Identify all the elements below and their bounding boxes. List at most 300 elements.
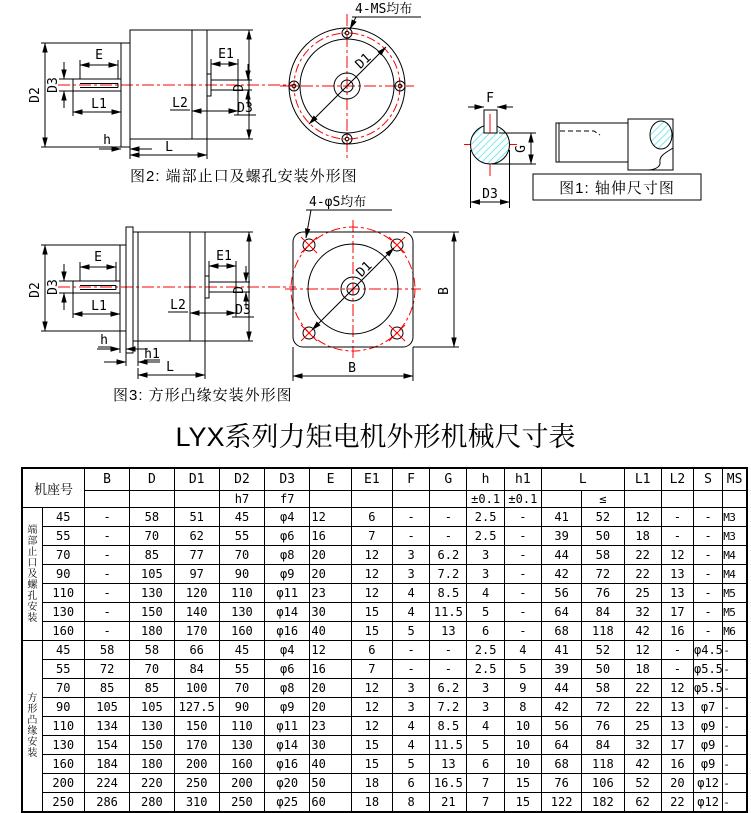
col-header-h1: h1 [504,468,541,491]
cell: 160 [219,755,264,774]
cell: 2.5 [467,527,504,546]
col-header-l2: L2 [661,468,693,491]
cell: 4 [392,736,429,755]
cell: 2.5 [467,660,504,679]
cell: φ4 [265,641,310,660]
cell: 170 [174,736,219,755]
cell: 64 [541,736,581,755]
frame-size: 45 [42,508,84,527]
table-row [22,565,747,584]
page-title: LYX系列力矩电机外形机械尺寸表 [175,422,576,452]
cell: - [392,641,429,660]
fig3-bolt-label: 4-φS均布 [309,195,367,210]
frame-size: 70 [42,546,84,565]
cell: 39 [541,527,581,546]
cell: 4 [467,584,504,603]
cell: 15 [351,622,392,641]
sub-header [130,491,174,508]
dimension-table [21,467,748,813]
cell: 15 [504,793,541,813]
cell: 6 [467,622,504,641]
dim-label-l1: L1 [91,97,107,112]
cell: 12 [624,641,661,660]
cell: - [694,565,723,584]
dim-label-e-f3: E [94,250,102,265]
dim-label-d-f3: D [232,286,247,294]
cell: 5 [504,660,541,679]
cell: M4 [723,565,747,584]
cell: φ25 [265,793,310,813]
cell: 76 [582,584,624,603]
cell: 52 [582,508,624,527]
cell: 11.5 [430,736,467,755]
col-header-b: B [84,468,129,491]
cell: 72 [582,565,624,584]
cell: - [504,508,541,527]
cell: 20 [310,679,351,698]
cell: 7.2 [430,565,467,584]
cell: 66 [174,641,219,660]
cell: 45 [219,508,264,527]
dim-label-h: h [103,133,111,148]
cell: 3 [467,546,504,565]
col-header-d2: D2 [219,468,264,491]
cell: 17 [661,736,693,755]
cell: 8 [504,698,541,717]
sub-header [661,491,693,508]
cell: - [430,527,467,546]
cell: 13 [661,584,693,603]
cell: 12 [351,717,392,736]
cell: 58 [582,546,624,565]
table-row [22,717,747,736]
cell: 16 [310,527,351,546]
table-row [22,698,747,717]
frame-size: 250 [42,793,84,813]
cell: 130 [219,603,264,622]
cell: 224 [84,774,129,793]
cell: 60 [310,793,351,813]
dim-label-d2: D2 [28,87,43,103]
dim-label-d2-f3: D2 [28,282,43,298]
col-header-d1: D1 [174,468,219,491]
cell: 16 [310,660,351,679]
cell: 18 [351,793,392,813]
cell: 6 [351,641,392,660]
table-row [22,660,747,679]
cell: 12 [351,546,392,565]
cell: 182 [582,793,624,813]
fig2-front-view [280,2,421,158]
cell: 7 [467,793,504,813]
cell: φ20 [265,774,310,793]
cell: 250 [219,793,264,813]
cell: 17 [661,603,693,622]
cell: - [723,698,747,717]
cell: 180 [130,755,174,774]
cell: 180 [130,622,174,641]
cell: 32 [624,736,661,755]
cell: 4 [392,603,429,622]
cell: - [723,660,747,679]
cell: - [661,527,693,546]
cell: 4 [392,717,429,736]
cell: 44 [541,546,581,565]
group-label-0: 端 部 止 口 及 螺 孔 安 装 [22,508,42,641]
cell: 16.5 [430,774,467,793]
cell: 6.2 [430,546,467,565]
cell: 150 [130,603,174,622]
cell: 30 [310,603,351,622]
cell: 10 [504,717,541,736]
cell: 130 [219,736,264,755]
frame-size: 200 [42,774,84,793]
cell: 4 [392,584,429,603]
corner-header: 机座号 [22,468,84,508]
cell: 55 [219,527,264,546]
cell: φ12 [694,774,723,793]
cell: φ14 [265,603,310,622]
cell: φ8 [265,679,310,698]
sub-header [541,491,581,508]
cell: 15 [351,603,392,622]
col-header-d: D [130,468,174,491]
sub-header: ±0.1 [504,491,541,508]
dim-label-g: G [514,145,529,153]
cell: 51 [174,508,219,527]
cell: 150 [174,717,219,736]
cell: φ8 [265,546,310,565]
col-header-e: E [310,468,351,491]
cell: 140 [174,603,219,622]
cell: 30 [310,736,351,755]
cell: - [84,546,129,565]
cell: 15 [504,774,541,793]
cell: 7.2 [430,698,467,717]
cell: 13 [661,698,693,717]
cell: 70 [130,527,174,546]
dim-label-l: L [165,140,173,155]
cell: 3 [392,546,429,565]
cell: - [694,603,723,622]
cell: - [504,603,541,622]
cell: - [661,660,693,679]
cell: 76 [582,717,624,736]
cell: 6 [392,774,429,793]
dim-label-e1: E1 [218,47,234,62]
frame-size: 110 [42,717,84,736]
sub-header [430,491,467,508]
cell: - [504,584,541,603]
cell: 3 [467,565,504,584]
cell: - [392,527,429,546]
dim-label-d3-section: D3 [482,187,498,202]
dim-label-e: E [95,48,103,63]
cell: 3 [392,565,429,584]
cell: 12 [624,508,661,527]
cell: 50 [310,774,351,793]
cell: 22 [624,565,661,584]
table-row [22,755,747,774]
cell: 62 [624,793,661,813]
cell: 13 [430,622,467,641]
cell: 12 [310,641,351,660]
cell: 9 [504,679,541,698]
cell: 25 [624,584,661,603]
group-label-1: 方 形 凸 缘 安 装 [22,641,42,813]
cell: 62 [174,527,219,546]
frame-size: 70 [42,679,84,698]
cell: - [694,546,723,565]
col-header-e1: E1 [351,468,392,491]
cell: φ5.5 [694,660,723,679]
sub-header [624,491,661,508]
dim-label-d3-right: D3 [237,101,253,116]
cell: 7 [467,774,504,793]
cell: - [430,641,467,660]
sub-header [351,491,392,508]
cell: 110 [219,717,264,736]
cell: - [661,641,693,660]
cell: M3 [723,508,747,527]
cell: 84 [582,603,624,622]
cell: φ7 [694,698,723,717]
cell: φ16 [265,622,310,641]
sub-header [694,491,723,508]
cell: 41 [541,641,581,660]
frame-size: 90 [42,565,84,584]
cell: 22 [624,546,661,565]
cell: 68 [541,622,581,641]
cell: 3 [467,679,504,698]
dim-label-l1-f3: L1 [91,299,107,314]
cell: 23 [310,584,351,603]
cell: 5 [467,736,504,755]
cell: 11.5 [430,603,467,622]
cell: 2.5 [467,508,504,527]
cell: 6 [467,755,504,774]
cell: - [84,508,129,527]
cell: 7 [351,660,392,679]
cell: 3 [392,679,429,698]
table-row [22,584,747,603]
cell: 184 [84,755,129,774]
cell: 23 [310,717,351,736]
cell: 130 [130,717,174,736]
col-header-s: S [694,468,723,491]
cell: - [723,641,747,660]
cell: 122 [541,793,581,813]
fig1-shaft-drawing [464,91,701,208]
table-row [22,679,747,698]
cell: M5 [723,584,747,603]
cell: 41 [541,508,581,527]
cell: 100 [174,679,219,698]
cell: 13 [430,755,467,774]
cell: 72 [84,660,129,679]
cell: - [694,527,723,546]
cell: φ14 [265,736,310,755]
cell: 127.5 [174,698,219,717]
frame-size: 45 [42,641,84,660]
cell: 280 [130,793,174,813]
cell: 8.5 [430,717,467,736]
cell: 6.2 [430,679,467,698]
cell: 40 [310,755,351,774]
cell: 42 [541,565,581,584]
cell: - [430,508,467,527]
frame-size: 110 [42,584,84,603]
sub-header [84,491,129,508]
table-row [22,508,747,527]
cell: - [504,527,541,546]
cell: 58 [130,641,174,660]
col-header-h: h [467,468,504,491]
cell: 3 [392,698,429,717]
col-header-f: F [392,468,429,491]
dim-label-f: F [486,91,494,106]
cell: 22 [624,679,661,698]
dim-label-b-right: B [437,287,452,295]
cell: 55 [219,660,264,679]
cell: - [430,660,467,679]
fig3-side-view [28,227,296,404]
cell: φ11 [265,584,310,603]
dim-label-l-f3: L [166,360,174,375]
cell: 25 [624,717,661,736]
cell: - [723,736,747,755]
cell: - [84,527,129,546]
cell: 18 [624,527,661,546]
cell: 12 [351,584,392,603]
cell: 58 [130,508,174,527]
fig2-caption: 图2: 端部止口及螺孔安装外形图 [130,168,358,185]
cell: φ9 [694,736,723,755]
cell: 8 [392,793,429,813]
cell: 42 [624,755,661,774]
cell: 160 [219,622,264,641]
cell: - [392,660,429,679]
cell: 32 [624,603,661,622]
cell: - [504,565,541,584]
cell: 12 [351,698,392,717]
cell: 2.5 [467,641,504,660]
cell: 56 [541,717,581,736]
cell: φ5.5 [694,679,723,698]
cell: 10 [504,736,541,755]
cell: 58 [582,679,624,698]
cell: 44 [541,679,581,698]
dim-label-h1-f3: h1 [144,347,160,362]
cell: 134 [84,717,129,736]
sub-header: ≤ [582,491,624,508]
cell: φ16 [265,755,310,774]
dim-label-d3-left: D3 [46,77,61,93]
frame-size: 160 [42,755,84,774]
cell: 310 [174,793,219,813]
cell: M4 [723,546,747,565]
col-header-ms: MS [723,468,747,491]
cell: - [84,584,129,603]
cell: 90 [219,565,264,584]
dim-label-b-bottom: B [348,361,356,376]
cell: 56 [541,584,581,603]
cell: 70 [130,660,174,679]
frame-size: 90 [42,698,84,717]
cell: 16 [661,622,693,641]
cell: 105 [130,698,174,717]
cell: - [723,774,747,793]
cell: 58 [84,641,129,660]
cell: 110 [219,584,264,603]
table-row [22,736,747,755]
cell: 105 [130,565,174,584]
table-row [22,793,747,813]
cell: 42 [541,698,581,717]
cell: 20 [310,565,351,584]
cell: 22 [661,793,693,813]
cell: 90 [219,698,264,717]
table-row [22,622,747,641]
cell: 13 [661,717,693,736]
dim-label-d: D [232,84,247,92]
cell: 68 [541,755,581,774]
cell: 85 [84,679,129,698]
frame-size: 130 [42,603,84,622]
col-header-g: G [430,468,467,491]
cell: 4 [504,641,541,660]
table-row [22,546,747,565]
cell: 85 [130,546,174,565]
cell: 76 [541,774,581,793]
frame-size: 55 [42,660,84,679]
fig1-caption: 图1: 轴伸尺寸图 [559,180,675,197]
cell: 22 [624,698,661,717]
sub-header [174,491,219,508]
dim-label-d1-f3: D1 [353,258,376,281]
cell: 50 [582,527,624,546]
dim-label-d1: D1 [352,50,375,73]
cell: 6 [351,508,392,527]
cell: M3 [723,527,747,546]
cell: 118 [582,622,624,641]
cell: 8.5 [430,584,467,603]
cell: 40 [310,622,351,641]
cell: - [504,622,541,641]
cell: 4 [467,717,504,736]
cell: 20 [661,774,693,793]
cell: 45 [219,641,264,660]
cell: 64 [541,603,581,622]
cell: φ6 [265,660,310,679]
frame-size: 55 [42,527,84,546]
sub-header: f7 [265,491,310,508]
cell: - [723,717,747,736]
cell: - [723,793,747,813]
cell: φ11 [265,717,310,736]
col-header-l: L [541,468,624,491]
table-row [22,774,747,793]
fig3-flange-view [285,195,459,381]
cell: 12 [310,508,351,527]
cell: 15 [351,736,392,755]
cell: 18 [624,660,661,679]
cell: 16 [661,755,693,774]
dim-label-d3-left-f3: D3 [46,279,61,295]
cell: 105 [84,698,129,717]
cell: φ9 [265,698,310,717]
dim-label-l2: L2 [172,96,188,111]
